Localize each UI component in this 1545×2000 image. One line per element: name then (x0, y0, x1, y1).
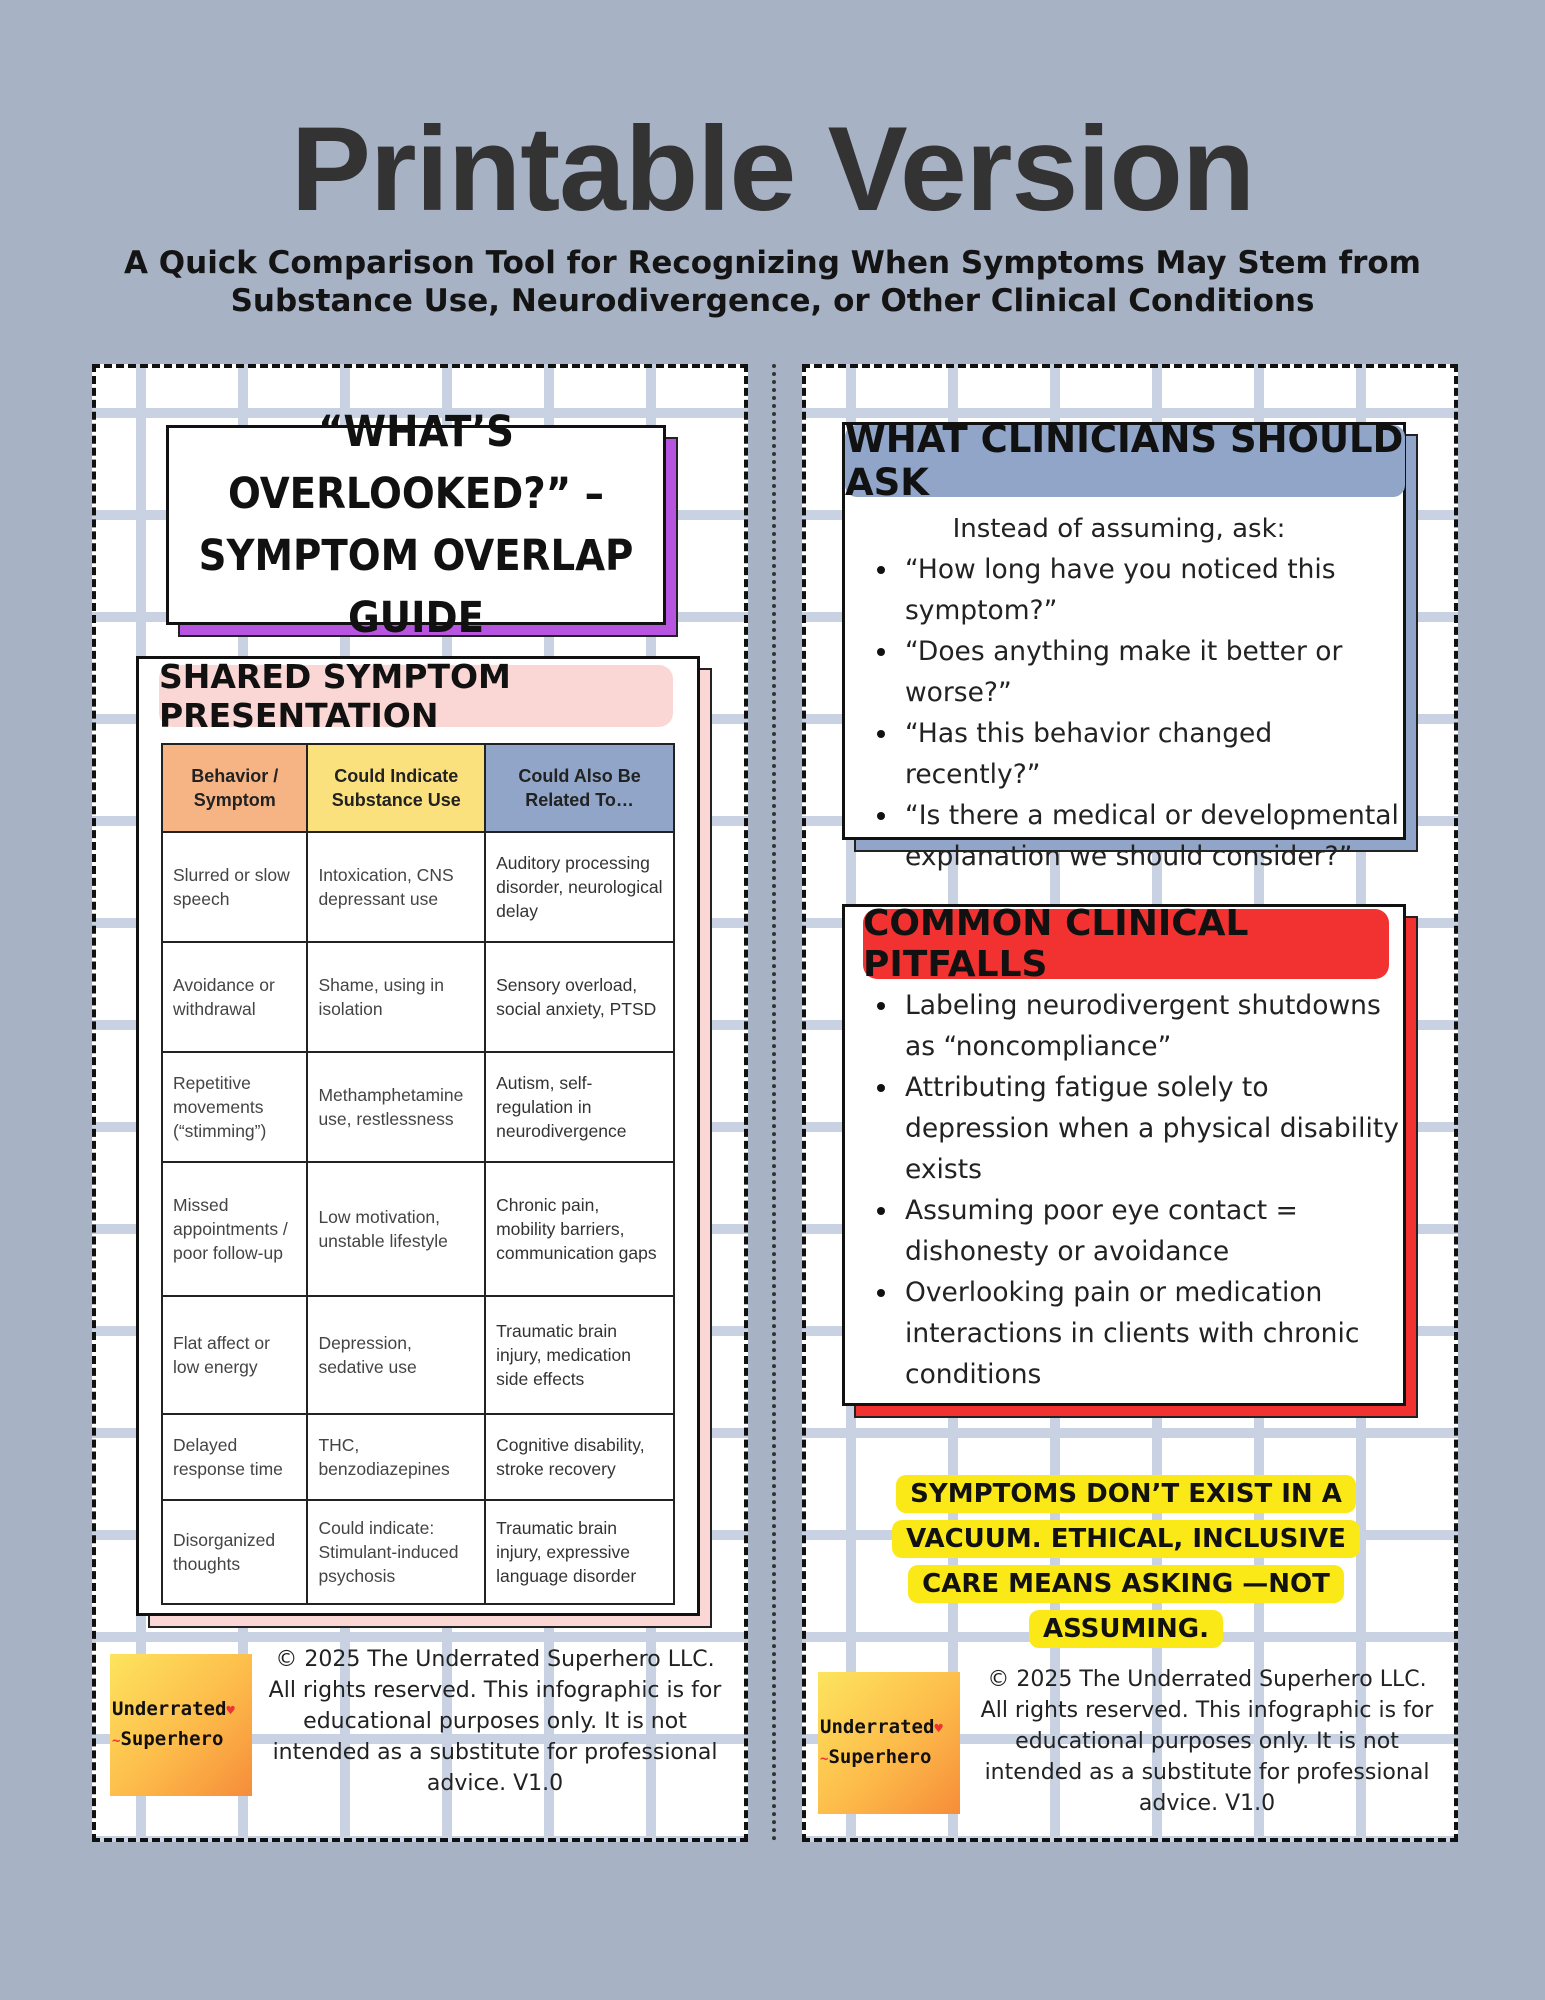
table-cell: Intoxication, CNS depressant use (307, 832, 485, 942)
table-row (162, 832, 674, 942)
list-item: Overlooking pain or medication interactions in clients with chronic conditions (869, 1272, 1399, 1395)
table-cell: Shame, using in isolation (307, 942, 485, 1052)
shared-symptom-header: SHARED SYMPTOM PRESENTATION (159, 665, 673, 727)
clinician-questions-card (842, 418, 1406, 872)
table-cell: Chronic pain, mobility barriers, communication gaps (485, 1162, 674, 1296)
clinical-pitfalls-header: COMMON CLINICAL PITFALLS (863, 909, 1389, 979)
table-row (162, 1162, 674, 1296)
table-cell: THC, benzodiazepines (307, 1414, 485, 1500)
table-row (162, 1052, 674, 1162)
list-item: “Does anything make it better or worse?” (869, 631, 1399, 713)
logo-line-1: Underrated♥ (820, 1716, 943, 1738)
overlap-guide-title-card: “WHAT’S OVERLOOKED?” – SYMPTOM OVERLAP GUIDE (166, 425, 666, 625)
list-item: “How long have you noticed this symptom?” (869, 549, 1399, 631)
page-title: Printable Version (290, 102, 1255, 236)
table-cell: Low motivation, unstable lifestyle (307, 1162, 485, 1296)
list-item: “Has this behavior changed recently?” (869, 713, 1399, 795)
column-header-behavior: Behavior / Symptom (162, 744, 307, 832)
table-row (162, 942, 674, 1052)
panel-divider (772, 364, 776, 1842)
page-subtitle: A Quick Comparison Tool for Recognizing When Symptoms May Stem from Substance Use, Neurodivergence, or Other Clinical Conditions (124, 245, 1421, 319)
clinical-pitfalls-card (842, 904, 1406, 1406)
logo-line-2: ~Superhero (112, 1728, 224, 1750)
clinician-questions-header: WHAT CLINICIANS SHOULD ASK (845, 418, 1404, 504)
brand-logo (110, 1654, 252, 1796)
shared-symptom-card (136, 656, 700, 1616)
copyright-notice: © 2025 The Underrated Superhero LLC. All rights reserved. This infographic is for educational purposes only. It is not intended as a substitute for professional advice. V1.0 (268, 1647, 722, 1796)
table-cell: Traumatic brain injury, medication side effects (485, 1296, 674, 1414)
key-message-callout (866, 1472, 1386, 1652)
table-cell: Delayed response time (162, 1414, 307, 1500)
table-cell: Autism, self-regulation in neurodivergence (485, 1052, 674, 1162)
column-header-related: Could Also Be Related To… (485, 744, 674, 832)
table-cell: Auditory processing disorder, neurological delay (485, 832, 674, 942)
pitfalls-list (869, 985, 1399, 1395)
list-item: Assuming poor eye contact = dishonesty or avoidance (869, 1190, 1399, 1272)
list-item: “Is there a medical or developmental explanation we should consider?” (869, 795, 1399, 877)
logo-line-1: Underrated♥ (112, 1698, 235, 1720)
table-cell: Methamphetamine use, restlessness (307, 1052, 485, 1162)
table-cell: Could indicate: Stimulant-induced psychosis (307, 1500, 485, 1604)
table-cell: Avoidance or withdrawal (162, 942, 307, 1052)
brand-logo (818, 1672, 960, 1814)
key-message-text: SYMPTOMS DON’T EXIST IN A VACUUM. ETHICAL, INCLUSIVE CARE MEANS ASKING —NOT ASSUMING. (892, 1475, 1360, 1648)
list-item: Attributing fatigue solely to depression when a physical disability exists (869, 1067, 1399, 1190)
column-header-substance: Could Indicate Substance Use (307, 744, 485, 832)
table-cell: Missed appointments / poor follow-up (162, 1162, 307, 1296)
table-cell: Sensory overload, social anxiety, PTSD (485, 942, 674, 1052)
questions-list (869, 549, 1399, 877)
table-row (162, 1414, 674, 1500)
left-panel (92, 364, 748, 1842)
copyright-notice: © 2025 The Underrated Superhero LLC. All rights reserved. This infographic is for educational purposes only. It is not intended as a substitute for professional advice. V1.0 (980, 1667, 1434, 1816)
symptom-table (161, 743, 675, 1605)
table-cell: Flat affect or low energy (162, 1296, 307, 1414)
table-cell: Traumatic brain injury, expressive language disorder (485, 1500, 674, 1604)
table-cell: Cognitive disability, stroke recovery (485, 1414, 674, 1500)
table-cell: Depression, sedative use (307, 1296, 485, 1414)
table-header-row (162, 744, 674, 832)
questions-intro: Instead of assuming, ask: (952, 514, 1286, 544)
table-cell: Repetitive movements (“stimming”) (162, 1052, 307, 1162)
table-cell: Slurred or slow speech (162, 832, 307, 942)
right-panel (802, 364, 1458, 1842)
list-item: Labeling neurodivergent shutdowns as “noncompliance” (869, 985, 1399, 1067)
table-row (162, 1296, 674, 1414)
logo-line-2: ~Superhero (820, 1746, 932, 1768)
table-cell: Disorganized thoughts (162, 1500, 307, 1604)
table-row (162, 1500, 674, 1604)
